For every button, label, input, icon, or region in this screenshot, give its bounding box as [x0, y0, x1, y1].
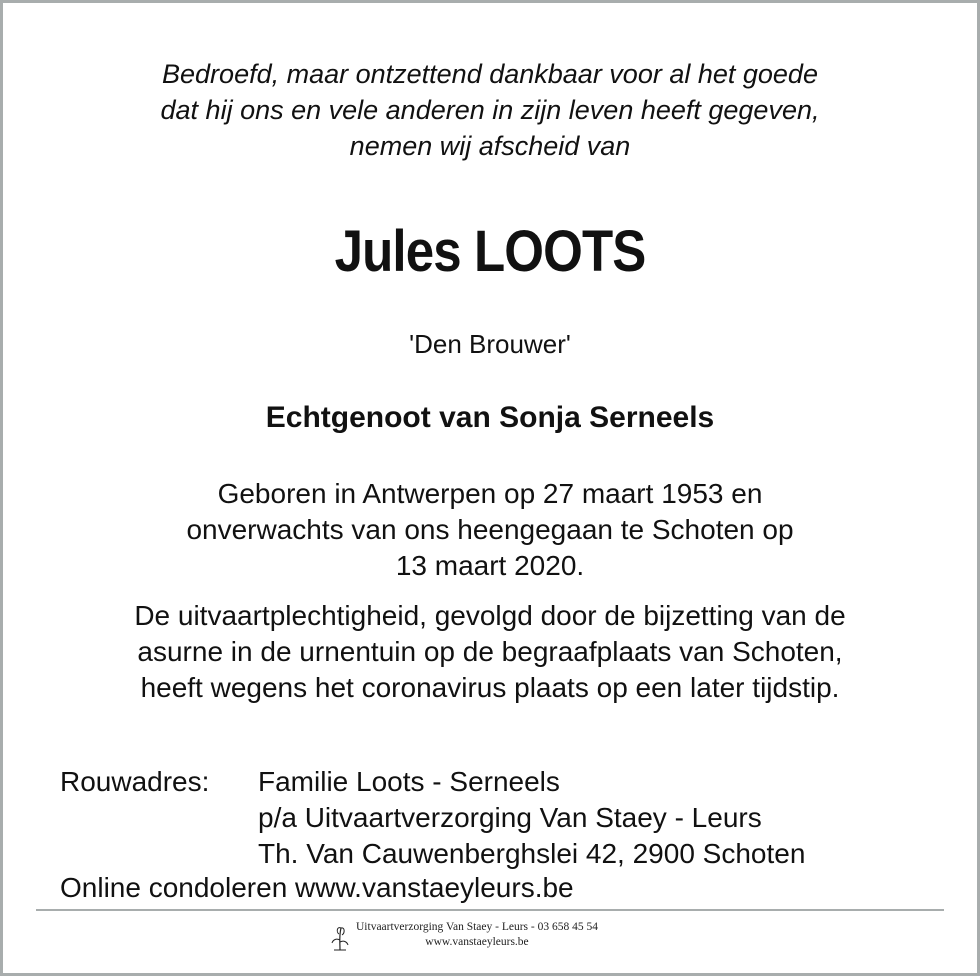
address-line-1: Familie Loots - Serneels: [258, 766, 560, 797]
intro-line-3: nemen wij afscheid van: [349, 131, 631, 161]
address-line-3: Th. Van Cauwenberghslei 42, 2900 Schoten: [258, 838, 806, 869]
ceremony-line-3: heeft wegens het coronavirus plaats op een later tijdstip.: [140, 672, 840, 703]
intro-text: [0, 56, 980, 164]
intro-line-2: dat hij ons en vele anderen in zijn leven heeft gegeven,: [160, 95, 820, 125]
born-line-2: onverwachts van ons heengegaan te Schoten op: [186, 514, 794, 545]
ceremony-line-2: asurne in de urnentuin op de begraafplaats van Schoten,: [137, 636, 843, 667]
online-condolence: Online condoleren www.vanstaeyleurs.be: [60, 872, 574, 903]
footer-line-2: www.vanstaeyleurs.be: [425, 936, 529, 948]
footer-line-1: Uitvaartverzorging Van Staey - Leurs - 03 658 45 54: [356, 921, 598, 933]
address-block: [258, 764, 805, 872]
address-label: Rouwadres:: [60, 766, 210, 797]
ceremony-text: [0, 598, 980, 706]
ceremony-line-1: De uitvaartplechtigheid, gevolgd door de bijzetting van de: [134, 600, 846, 631]
flower-logo-icon: [330, 920, 350, 952]
footer-divider: [36, 909, 944, 911]
born-line-1: Geboren in Antwerpen op 27 maart 1953 en: [217, 478, 763, 509]
deceased-nickname: 'Den Brouwer': [409, 329, 571, 359]
address-line-2: p/a Uitvaartverzorging Van Staey - Leurs: [258, 802, 762, 833]
born-line-3: 13 maart 2020.: [395, 550, 585, 581]
birth-death-text: [0, 476, 980, 584]
footer: [330, 918, 670, 958]
spouse-line: Echtgenoot van Sonja Serneels: [265, 401, 715, 434]
deceased-name: Jules LOOTS: [334, 219, 646, 284]
footer-text: [356, 920, 598, 950]
intro-line-1: Bedroefd, maar ontzettend dankbaar voor al het goede: [162, 59, 818, 89]
